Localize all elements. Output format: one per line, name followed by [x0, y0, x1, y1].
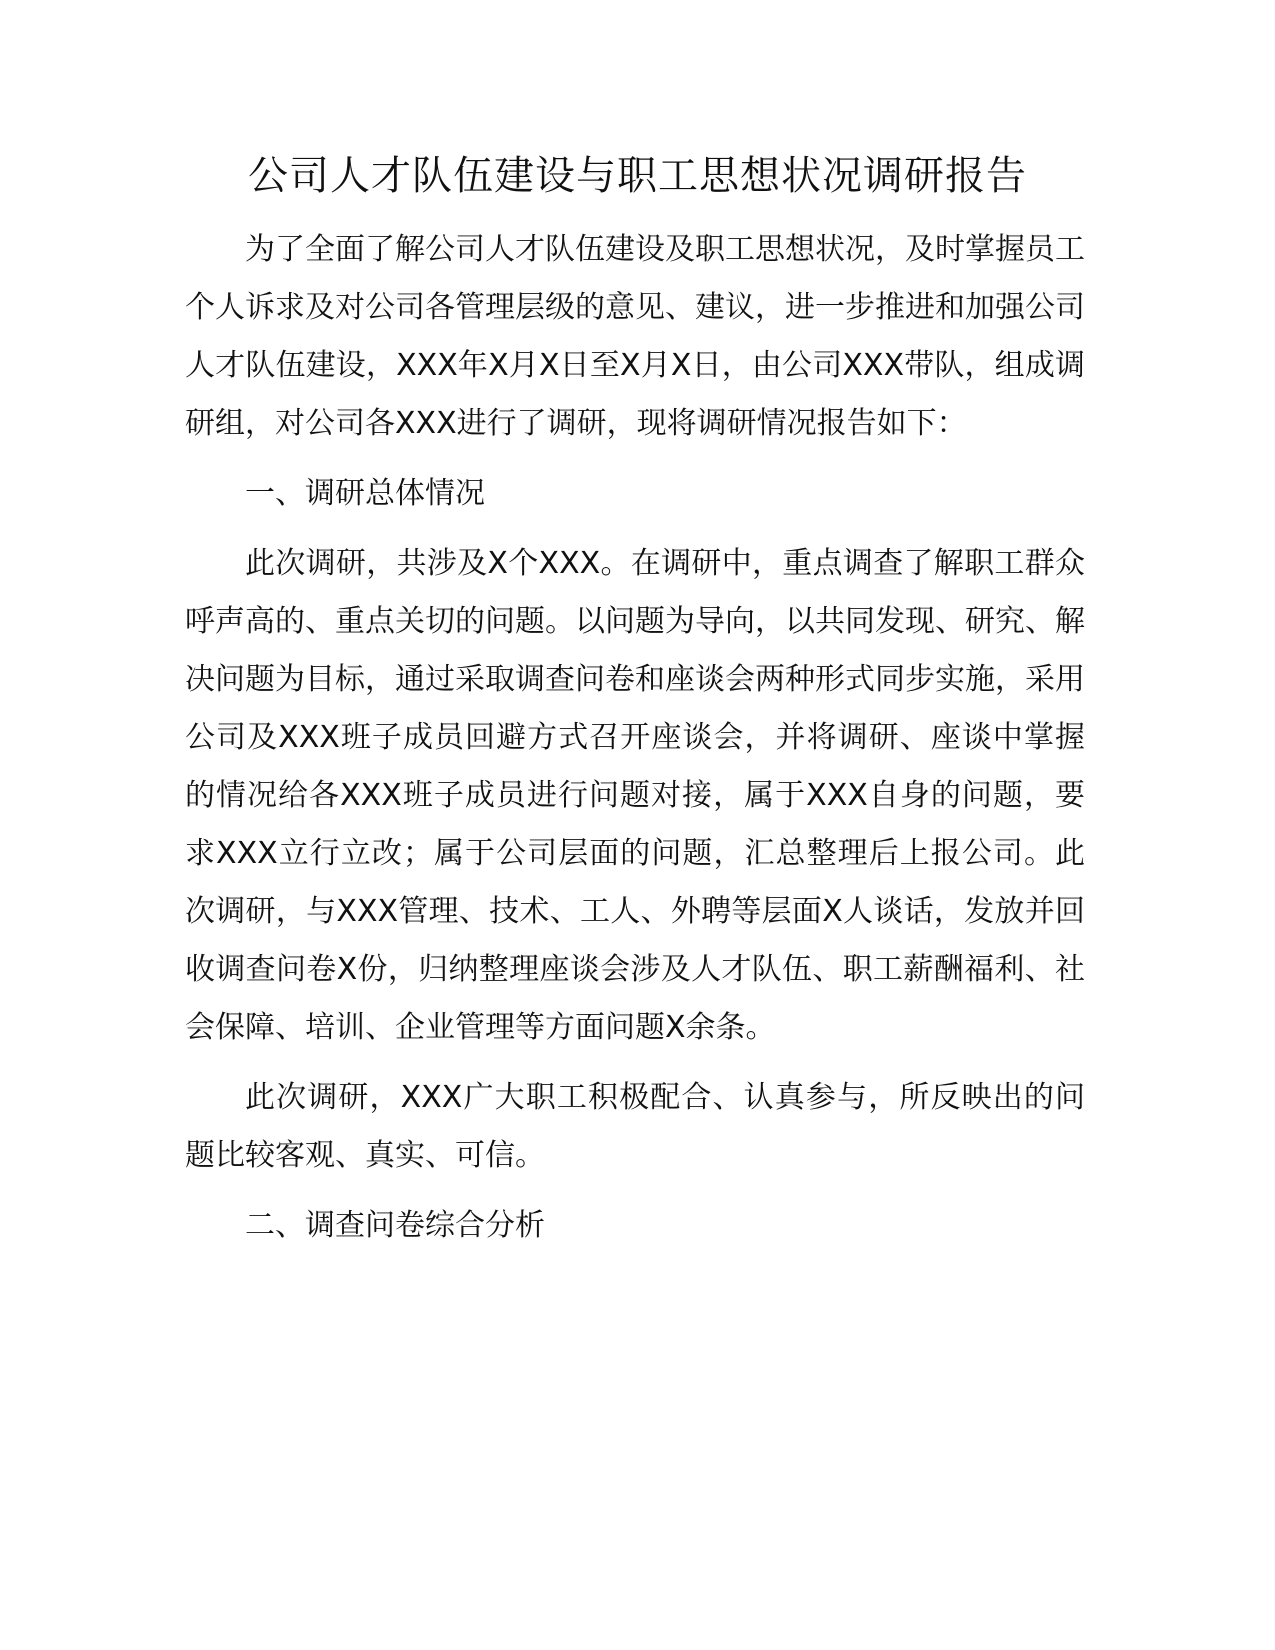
intro-paragraph: 为了全面了解公司人才队伍建设及职工思想状况，及时掌握员工个人诉求及对公司各管理层级的意见、建议，进一步推进和加强公司人才队伍建设，XXX年X月X日至X月X日，由公司XXX带队，组成调研组，对公司各XXX进行了调研，现将调研情况报告如下： [185, 232, 1085, 441]
section-1-paragraph-1: 此次调研，共涉及X个XXX。在调研中，重点调查了解职工群众呼声高的、重点关切的问题。以问题为导向，以共同发现、研究、解决问题为目标，通过采取调查问卷和座谈会两种形式同步实施，采用公司及XXX班子成员回避方式召开座谈会，并将调研、座谈中掌握的情况给各XXX班子成员进行问题对接，属于XXX自身的问题，要求XXX立行立改；属于公司层面的问题，汇总整理后上报公司。此次调研，与XXX管理、技术、工人、外聘等层面X人谈话，发放并回收调查问卷X份，归纳整理座谈会涉及人才队伍、职工薪酬福利、社会保障、培训、企业管理等方面问题X余条。 [185, 546, 1085, 1045]
section-1-heading: 一、调研总体情况 [245, 476, 485, 511]
section-1-paragraph-2: 此次调研，XXX广大职工积极配合、认真参与，所反映出的问题比较客观、真实、可信。 [185, 1080, 1085, 1173]
document-body [185, 221, 1085, 1267]
document-title: 公司人才队伍建设与职工思想状况调研报告 [248, 153, 1027, 199]
section-2-heading: 二、调查问卷综合分析 [245, 1208, 545, 1243]
